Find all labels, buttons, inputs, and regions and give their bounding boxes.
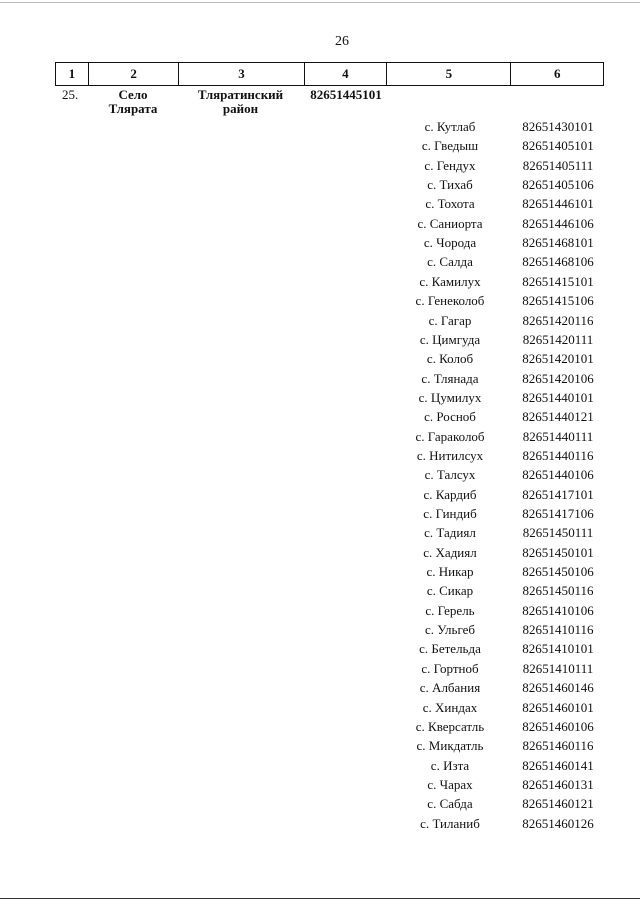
settlement-row <box>0 777 640 796</box>
record-row <box>55 88 604 118</box>
settlement-code: 82651410116 <box>522 622 594 638</box>
settlement-code: 82651440116 <box>522 447 594 463</box>
settlement-name: с. Сикар <box>426 583 474 599</box>
settlement-code: 82651460121 <box>522 796 594 812</box>
settlement-code: 82651468101 <box>522 235 594 251</box>
column-header-2: 2 <box>88 63 179 86</box>
settlement-code: 82651415101 <box>522 273 594 289</box>
settlement-code: 82651440121 <box>522 409 594 425</box>
settlement-code: 82651460126 <box>522 815 594 831</box>
settlement-name: с. Гиндиб <box>423 506 477 521</box>
record-index: 25. <box>62 87 79 102</box>
settlement-row <box>0 641 640 660</box>
settlement-name: с. Колоб <box>426 351 474 367</box>
settlement-name: с. Кутлаб <box>424 119 476 134</box>
settlement-code: 82651405111 <box>522 157 594 173</box>
record-name-line1: Село <box>118 87 148 102</box>
settlement-row <box>0 545 640 564</box>
settlement-name: с. Чарах <box>427 776 473 792</box>
settlement-row <box>0 467 640 486</box>
settlement-row <box>0 583 640 602</box>
settlement-name: с. Хадиял <box>423 544 477 560</box>
settlement-name: с. Кардиб <box>423 486 477 502</box>
settlement-row <box>0 622 640 641</box>
settlement-code: 82651450116 <box>522 583 594 599</box>
settlement-code: 82651468106 <box>522 254 594 270</box>
settlement-name: с. Чорода <box>423 235 477 251</box>
settlement-code: 82651450106 <box>522 564 594 580</box>
record-code: 82651445101 <box>310 87 382 102</box>
record-name-line2: Тлярата <box>108 101 158 116</box>
settlement-row <box>0 371 640 390</box>
settlement-row <box>0 138 640 157</box>
settlement-row <box>0 274 640 293</box>
scan-edge-line <box>0 2 640 3</box>
column-header-5: 5 <box>387 63 511 86</box>
column-header-4: 4 <box>304 63 387 86</box>
settlement-row <box>0 564 640 583</box>
settlement-name: с. Гендух <box>424 157 476 173</box>
settlement-name: с. Роснοб <box>424 409 476 425</box>
settlement-name: с. Микдатль <box>416 738 484 754</box>
settlement-code: 82651450111 <box>522 525 594 541</box>
settlement-code: 82651410111 <box>522 660 594 676</box>
settlement-row <box>0 448 640 467</box>
settlement-name: с. Ульгеб <box>425 622 475 638</box>
settlement-row <box>0 235 640 254</box>
column-header-6: 6 <box>511 63 604 86</box>
settlement-code: 82651430101 <box>522 119 594 134</box>
settlement-name: с. Тадиял <box>424 525 476 541</box>
settlement-row <box>0 719 640 738</box>
settlement-row <box>0 119 640 138</box>
settlement-row <box>0 758 640 777</box>
settlement-code: 82651440101 <box>522 389 594 405</box>
settlement-code: 82651460101 <box>522 699 594 715</box>
settlement-name: с. Тохота <box>425 196 475 212</box>
settlement-row <box>0 487 640 506</box>
settlement-name: с. Герель <box>425 602 475 618</box>
settlement-code: 82651450101 <box>522 544 594 560</box>
settlement-code: 82651460146 <box>522 680 594 696</box>
settlement-name: с. Тихаб <box>427 177 473 193</box>
settlement-row <box>0 661 640 680</box>
settlement-name: с. Тлянада <box>421 370 479 386</box>
settlement-row <box>0 429 640 448</box>
settlement-name: с. Сабда <box>427 796 473 812</box>
settlement-code: 82651446106 <box>522 215 594 231</box>
settlement-name: с. Генеколоб <box>415 293 485 309</box>
record-district <box>178 88 303 116</box>
settlement-row <box>0 351 640 370</box>
settlement-name: с. Камилух <box>419 273 481 289</box>
settlement-code: 82651410101 <box>522 641 594 657</box>
settlement-code: 82651440111 <box>522 428 594 444</box>
settlement-row <box>0 158 640 177</box>
settlement-row <box>0 293 640 312</box>
settlement-row <box>0 216 640 235</box>
settlement-code: 82651440106 <box>522 467 594 483</box>
settlement-name: с. Салда <box>427 254 473 270</box>
settlement-row <box>0 796 640 815</box>
settlement-code: 82651405106 <box>522 177 594 193</box>
record-district-line1: Тляратинский <box>197 87 284 102</box>
settlement-code: 82651410106 <box>522 602 594 618</box>
settlement-name: с. Гагар <box>428 312 472 328</box>
settlement-code: 82651420106 <box>522 370 594 386</box>
settlement-code: 82651460131 <box>522 776 594 792</box>
settlement-row <box>0 525 640 544</box>
settlement-code: 82651420111 <box>522 331 594 347</box>
settlement-row <box>0 332 640 351</box>
settlement-name: с. Гортноб <box>421 660 479 676</box>
column-header-row <box>55 62 604 86</box>
settlement-code: 82651415106 <box>522 293 594 309</box>
record-district-line2: район <box>222 101 259 116</box>
settlement-code: 82651420116 <box>522 312 594 328</box>
settlement-row <box>0 738 640 757</box>
settlement-row <box>0 196 640 215</box>
settlement-name: с. Талсух <box>424 467 476 483</box>
settlement-name: с. Хиндах <box>422 699 478 715</box>
settlement-code: 82651417106 <box>522 506 594 521</box>
column-header-3: 3 <box>179 63 304 86</box>
settlement-name: с. Тиланиб <box>420 815 480 831</box>
settlement-row <box>0 680 640 699</box>
settlement-row <box>0 409 640 428</box>
settlement-row <box>0 506 640 525</box>
settlement-name: с. Саниорта <box>417 215 483 231</box>
settlement-name: с. Никар <box>426 564 474 580</box>
settlement-row <box>0 816 640 835</box>
settlement-name: с. Нитилсух <box>416 447 484 463</box>
settlement-code: 82651460141 <box>522 757 594 773</box>
settlement-name: с. Бетельда <box>419 641 481 657</box>
settlement-name: с. Албания <box>419 680 481 696</box>
settlement-row <box>0 700 640 719</box>
column-header-1: 1 <box>56 63 89 86</box>
settlement-code: 82651460106 <box>522 718 594 734</box>
settlement-code: 82651446101 <box>522 196 594 212</box>
scan-bottom-line <box>0 898 640 899</box>
settlement-code: 82651420101 <box>522 351 594 367</box>
settlement-row <box>0 313 640 332</box>
settlement-row <box>0 603 640 622</box>
settlement-name: с. Цумилух <box>418 389 482 405</box>
settlement-row <box>0 390 640 409</box>
settlement-code: 82651405101 <box>522 138 594 154</box>
settlement-name: с. Цимгуда <box>419 331 481 347</box>
settlement-code: 82651460116 <box>522 738 594 754</box>
settlement-name: с. Гведыш <box>421 138 479 154</box>
settlement-row <box>0 254 640 273</box>
settlement-row <box>0 177 640 196</box>
settlement-name: с. Изта <box>430 757 470 773</box>
settlement-name: с. Гараколоб <box>415 428 485 444</box>
record-name <box>88 88 178 116</box>
settlement-code: 82651417101 <box>522 486 594 502</box>
page-number: 26 <box>335 34 349 49</box>
settlement-name: с. Кверсатль <box>415 718 485 734</box>
